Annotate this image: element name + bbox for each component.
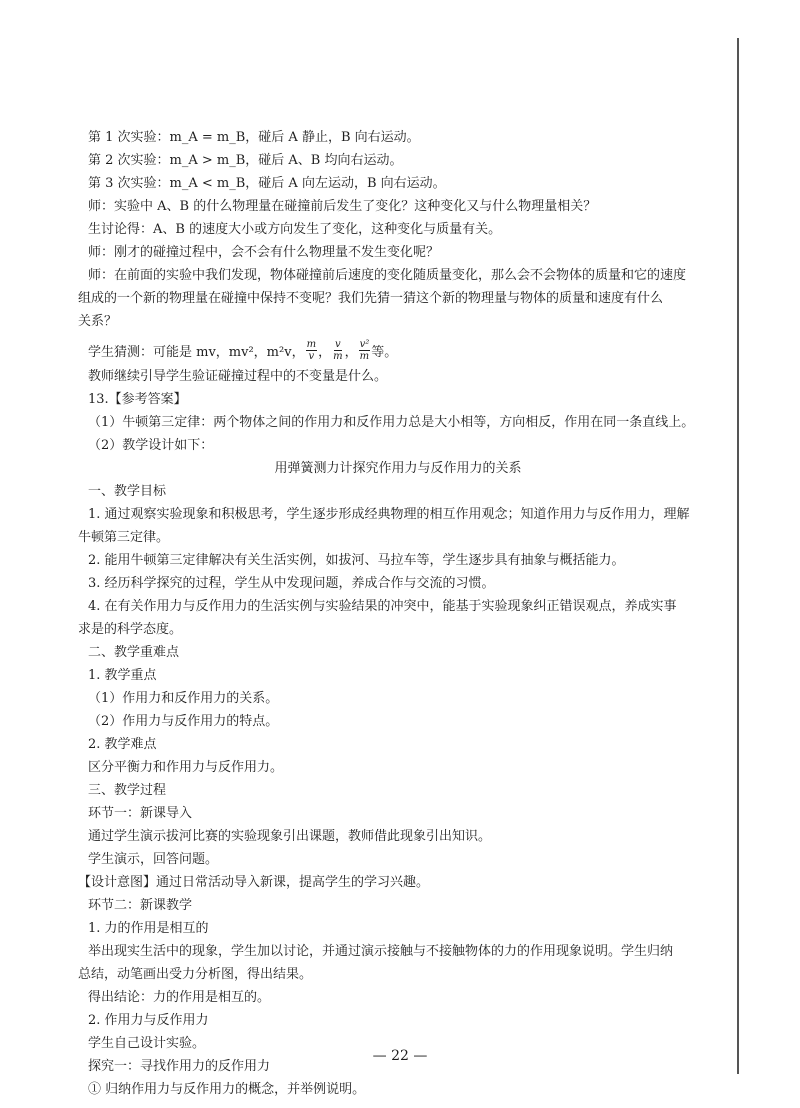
- text-line: 教师继续引导学生验证碰撞过程中的不变量是什么。: [88, 369, 388, 384]
- fraction-m-over-v: [306, 339, 317, 362]
- text-line: 学生自己设计实验。: [88, 1036, 206, 1051]
- text-line: 求是的科学态度。: [78, 622, 183, 637]
- fraction-v2-over-m: [359, 339, 371, 362]
- text-line: 师：刚才的碰撞过程中，会不会有什么物理量不发生变化呢？: [88, 245, 440, 260]
- body-text: [78, 129, 708, 1104]
- section-heading: 一、教学目标: [88, 484, 167, 499]
- text-line: 学生演示，回答问题。: [88, 852, 219, 867]
- text-line: （1）牛顿第三定律：两个物体之间的作用力和反作用力总是大小相等，方向相反，作用在同一条直线上。: [88, 415, 695, 430]
- fraction-denominator: m: [359, 350, 370, 362]
- text-line: （1）作用力和反作用力的关系。: [88, 691, 279, 706]
- fraction-numerator: v: [334, 338, 341, 350]
- text-line: 区分平衡力和作用力与反作用力。: [88, 760, 284, 775]
- text-line: 师：在前面的实验中我们发现，物体碰撞前后速度的变化随质量变化，那么会不会物体的质量和它的速度: [88, 268, 687, 283]
- guess-comma: ，: [344, 344, 358, 360]
- text-line: 第 1 次实验：m_A = m_B，碰后 A 静止，B 向右运动。: [88, 130, 420, 145]
- text-line: 2. 教学难点: [88, 737, 157, 752]
- text-line: 探究一：寻找作用力的反作用力: [88, 1059, 271, 1074]
- text-line: 生讨论得：A、B 的速度大小或方向发生了变化，这种变化与质量有关。: [88, 222, 502, 237]
- text-line: 总结，动笔画出受力分析图，得出结果。: [78, 967, 313, 982]
- text-line: 牛顿第三定律。: [78, 530, 170, 545]
- fraction-v-over-m: [332, 339, 343, 362]
- answer-heading: 13.【参考答案】: [88, 392, 187, 407]
- text-line: 通过学生演示拔河比赛的实验现象引出课题，教师借此现象引出知识。: [88, 829, 492, 844]
- section-heading: 二、教学重难点: [88, 645, 180, 660]
- guess-prefix: 学生猜测：可能是 mv，mv²，m²v，: [88, 344, 305, 360]
- text-line: 第 2 次实验：m_A > m_B，碰后 A、B 均向右运动。: [88, 153, 403, 168]
- text-line: 1. 通过观察实验现象和积极思考，学生逐步形成经典物理的相互作用观念；知道作用力与反作用力，理解: [88, 507, 690, 522]
- student-guess-line: [88, 336, 708, 364]
- text-line: 4. 在有关作用力与反作用力的生活实例与实验结果的冲突中，能基于实验现象纠正错误观点，养成实事: [88, 599, 677, 614]
- fraction-denominator: m: [333, 350, 343, 362]
- text-line: 环节二：新课教学: [88, 898, 193, 913]
- fraction-numerator: v²: [359, 338, 370, 350]
- fraction-numerator: m: [306, 338, 317, 350]
- text-line: 师：实验中 A、B 的什么物理量在碰撞前后发生了变化？这种变化又与什么物理量相关？: [88, 199, 597, 214]
- text-line: 【设计意图】通过日常活动导入新课，提高学生的学习兴趣。: [78, 875, 430, 890]
- text-line: 关系？: [78, 314, 118, 329]
- text-line: 组成的一个新的物理量在碰撞中保持不变呢？我们先猜一猜这个新的物理量与物体的质量和速度有什么: [78, 291, 664, 306]
- text-line: 2. 能用牛顿第三定律解决有关生活实例，如拔河、马拉车等，学生逐步具有抽象与概括能力。: [88, 553, 625, 568]
- text-line: 1. 力的作用是相互的: [88, 921, 209, 936]
- text-line: 举出现实生活中的现象，学生加以讨论，并通过演示接触与不接触物体的力的作用现象说明。学生归纳: [88, 944, 674, 959]
- fraction-denominator: v: [308, 350, 315, 362]
- text-line: （2）作用力与反作用力的特点。: [88, 714, 279, 729]
- text-line: 得出结论：力的作用是相互的。: [88, 990, 271, 1005]
- page-number: — 22 —: [372, 1048, 428, 1064]
- text-line: 1. 教学重点: [88, 668, 157, 683]
- text-line: 第 3 次实验：m_A < m_B，碰后 A 向左运动，B 向右运动。: [88, 176, 446, 191]
- design-title: 用弹簧测力计探究作用力与反作用力的关系: [274, 461, 522, 476]
- guess-comma: ，: [318, 344, 332, 360]
- guess-suffix: 等。: [371, 344, 398, 360]
- text-line: （2）教学设计如下：: [88, 438, 214, 453]
- text-line: 2. 作用力与反作用力: [88, 1013, 209, 1028]
- margin-rule: [737, 38, 739, 1074]
- text-line: 环节一：新课导入: [88, 806, 193, 821]
- section-heading: 三、教学过程: [88, 783, 167, 798]
- text-line: 3. 经历科学探究的过程，学生从中发现问题，养成合作与交流的习惯。: [88, 576, 495, 591]
- text-line: ① 归纳作用力与反作用力的概念，并举例说明。: [88, 1082, 366, 1097]
